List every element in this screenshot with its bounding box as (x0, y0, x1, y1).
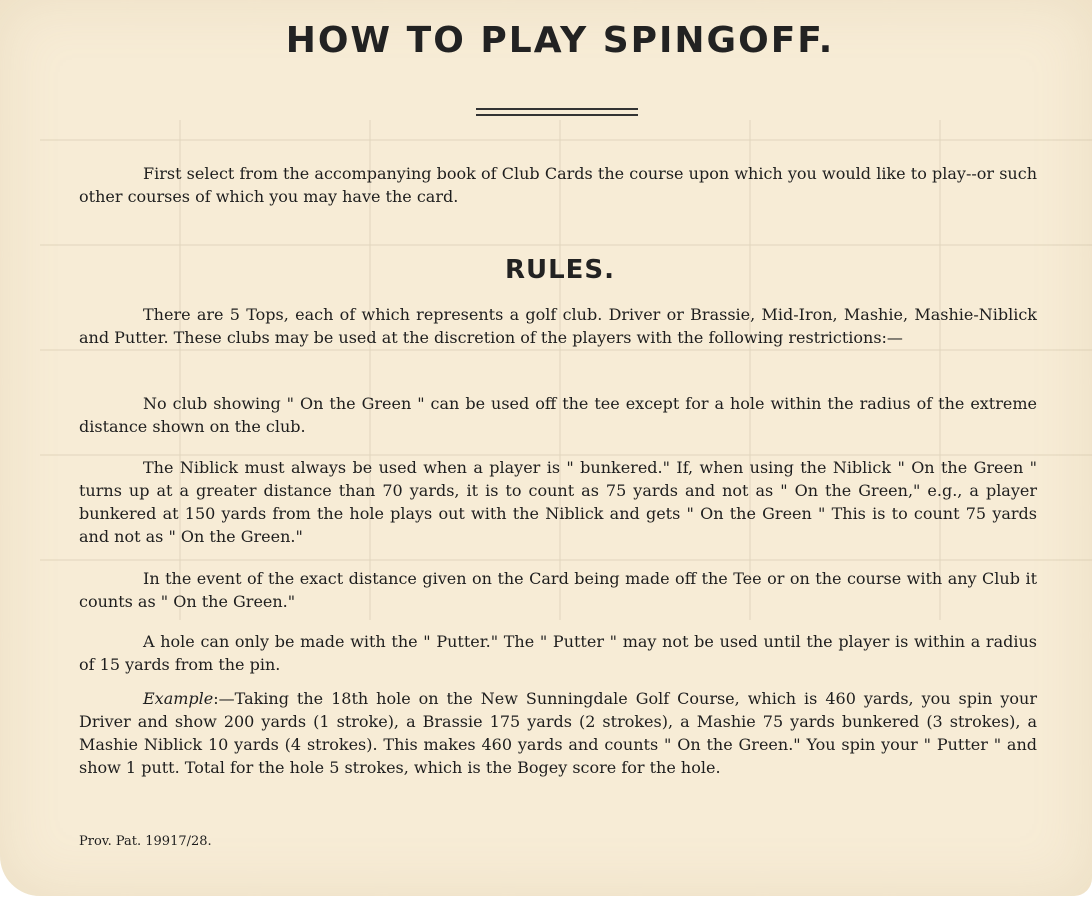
example-text: :—Taking the 18th hole on the New Sunningdale Golf Course, which is 460 yards, you spin your Driver and show 200 yards (1 stroke), a Brassie 175 yards (2 strokes), a Mashie 75 yards bunkered (3 strokes), a Mashie Niblick 10 yards (4 strokes). This makes 460 yards and counts " On the Green." You spin your " Putter " and show 1 putt. Total for the hole 5 strokes, which is the Bogey score for the hole. (79, 689, 1037, 777)
rule-paragraph-exact-distance: In the event of the exact distance given on the Card being made off the Tee or on the course with any Club it counts as " On the Green." (79, 569, 1037, 611)
rule-paragraph-putter: A hole can only be made with the " Putter." The " Putter " may not be used until the player is within a radius of 15 yards from the pin. (79, 632, 1037, 674)
title-divider (476, 108, 638, 118)
page-title: HOW TO PLAY SPINGOFF. (285, 20, 835, 61)
example-paragraph (79, 687, 1037, 779)
rule-paragraph-tops: There are 5 Tops, each of which represents a golf club. Driver or Brassie, Mid-Iron, Mashie, Mashie-Niblick and Putter. These clubs may be used at the discretion of the players with the following restrictions:— (79, 305, 1037, 347)
patent-number: Prov. Pat. 19917/28. (79, 834, 212, 849)
rules-heading: RULES. (504, 255, 616, 285)
intro-paragraph: First select from the accompanying book of Club Cards the course upon which you would like to play--or such other courses of which you may have the card. (79, 164, 1037, 206)
rule-paragraph-on-the-green: No club showing " On the Green " can be used off the tee except for a hole within the radius of the extreme distance shown on the club. (79, 394, 1037, 436)
example-label: Example (143, 689, 214, 708)
rule-paragraph-niblick: The Niblick must always be used when a player is " bunkered." If, when using the Niblick " On the Green " turns up at a greater distance than 70 yards, it is to count as 75 yards and not as " On the Green," e.g., a player bunkered at 150 yards from the hole plays out with the Niblick and gets " On the Green " This is to count 75 yards and not as " On the Green." (79, 458, 1037, 546)
